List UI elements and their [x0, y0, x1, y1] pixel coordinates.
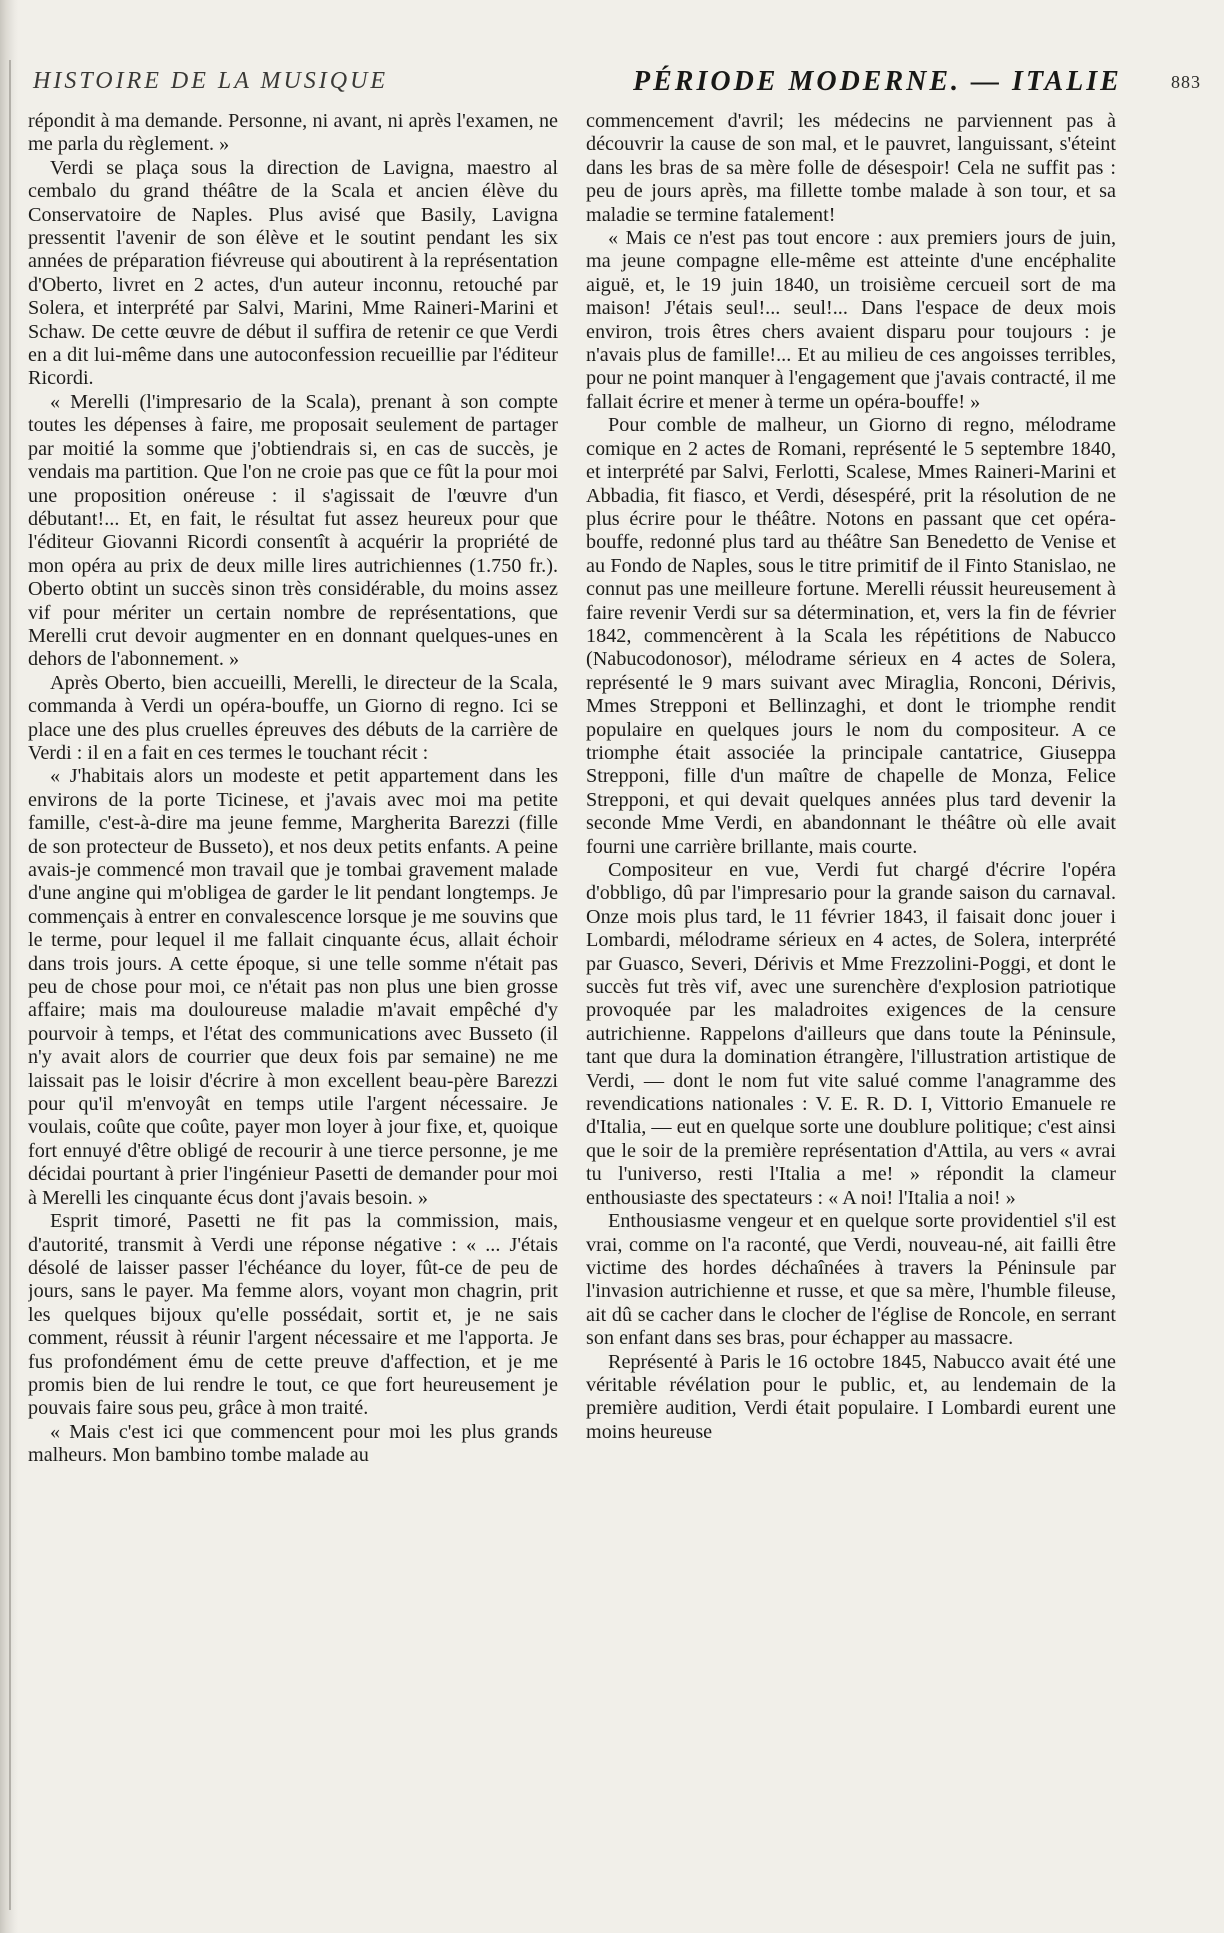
paragraph: répondit à ma demande. Personne, ni avant, ni après l'examen, ne me parla du règlement. »	[28, 110, 558, 156]
left-column	[28, 110, 558, 1900]
paragraph: Esprit timoré, Pasetti ne fit pas la commission, mais, d'autorité, transmit à Verdi une réponse négative : « ... J'étais désolé de laisser passer l'échéance du loyer, fût-ce de peu de jours, sans le payer. Ma femme alors, voyant mon chagrin, prit les quelques bijoux qu'elle possédait, sortit et, je ne sais comment, réussit à réunir l'argent nécessaire et me l'apporta. Je fus profondément ému de cette preuve d'affection, et je me promis bien de lui rendre le tout, ce que fort heureusement je pouvais faire sous peu, grâce à mon traité.	[28, 1210, 558, 1420]
paragraph: Compositeur en vue, Verdi fut chargé d'écrire l'opéra d'obbligo, dû par l'impresario pour la grande saison du carnaval. Onze mois plus tard, le 11 février 1843, il faisait donc jouer i Lombardi, mélodrame sérieux en 4 actes, de Solera, interprété par Guasco, Severi, Dérivis et Mme Frezzolini-Poggi, et dont le succès fut très vif, avec une surenchère d'explosion patriotique provoquée par les maladroites exigences de la censure autrichienne. Rappelons d'ailleurs que dans toute la Péninsule, tant que dura la domination étrangère, l'illustration artistique de Verdi, — dont le nom fut vite salué comme l'anagramme des revendications nationales : V. E. R. D. I, Vittorio Emanuele re d'Italia, — eut en quelque sorte une doublure politique; c'est ainsi que le soir de la première représentation d'Attila, au vers « avrai tu l'universo, resti l'Italia a me! » répondit la clameur enthousiaste des spectateurs : « A noi! l'Italia a noi! »	[586, 859, 1116, 1209]
paragraph: Après Oberto, bien accueilli, Merelli, le directeur de la Scala, commanda à Verdi un opéra-bouffe, un Giorno di regno. Ici se place une des plus cruelles épreuves des débuts de la carrière de Verdi : il en a fait en ces termes le touchant récit :	[28, 671, 558, 764]
header-left-title: HISTOIRE DE LA MUSIQUE	[33, 68, 389, 94]
paragraph: Verdi se plaça sous la direction de Lavigna, maestro al cembalo du grand théâtre de la Scala et ancien élève du Conservatoire de Naples. Plus avisé que Basily, Lavigna pressentit l'avenir de son élève et le soutint pendant les six années de préparation fiévreuse qui aboutirent à la représentation d'Oberto, livret en 2 actes, d'un auteur inconnu, retouché par Solera, et interprété par Salvi, Marini, Mme Raineri-Marini et Schaw. De cette œuvre de début il suffira de retenir ce que Verdi en a dit lui-même dans une autoconfession recueillie par l'éditeur Ricordi.	[28, 156, 558, 390]
running-header	[33, 62, 1201, 102]
paragraph: commencement d'avril; les médecins ne parviennent pas à découvrir la cause de son mal, et le pauvret, languissant, s'éteint dans les bras de sa mère folle de désespoir! Cela ne suffit pas : peu de jours après, ma fillette tombe malade à son tour, et sa maladie se termine fatalement!	[586, 110, 1116, 226]
paragraph: Représenté à Paris le 16 octobre 1845, Nabucco avait été une véritable révélation pour le public, et, au lendemain de la première audition, Verdi était populaire. I Lombardi eurent une moins heureuse	[586, 1350, 1116, 1443]
page-number: 883	[1171, 72, 1201, 92]
paragraph: Enthousiasme vengeur et en quelque sorte providentiel s'il est vrai, comme on l'a raconté, que Verdi, nouveau-né, ait failli être victime des hordes déchaînées à travers la Péninsule par l'invasion autrichienne et russe, et que sa mère, l'humble fileuse, ait dû se cacher dans le clocher de l'église de Roncole, en serrant son enfant dans ses bras, pour échapper au massacre.	[586, 1210, 1116, 1350]
binding-rule	[9, 60, 11, 1910]
paragraph: « Mais c'est ici que commencent pour moi les plus grands malheurs. Mon bambino tombe malade au	[28, 1420, 558, 1467]
paragraph: « Mais ce n'est pas tout encore : aux premiers jours de juin, ma jeune compagne elle-même est atteinte d'une encéphalite aiguë, et, le 19 juin 1840, un troisième cercueil sort de ma maison! J'étais seul!... seul!... Dans l'espace de deux mois environ, trois êtres chers avaient disparu pour toujours : je n'avais plus de famille!... Et au milieu de ces angoisses terribles, pour ne point manquer à l'engagement que j'avais contracté, il me fallait écrire et mener à terme un opéra-bouffe! »	[586, 227, 1116, 413]
paragraph: Pour comble de malheur, un Giorno di regno, mélodrame comique en 2 actes de Romani, représenté le 5 septembre 1840, et interprété par Salvi, Ferlotti, Scalese, Mmes Raineri-Marini et Abbadia, fit fiasco, et Verdi, désespéré, prit la résolution de ne plus écrire pour le théâtre. Notons en passant que cet opéra-bouffe, redonné plus tard au théâtre San Benedetto de Venise et au Fondo de Naples, sous le titre primitif de il Finto Stanislao, ne connut pas une meilleure fortune. Merelli réussit heureusement à faire revenir Verdi sur sa détermination, et, vers la fin de février 1842, commencèrent à la Scala les répétitions de Nabucco (Nabucodonosor), mélodrame sérieux en 4 actes de Solera, représenté le 9 mars suivant avec Miraglia, Ronconi, Dérivis, Mmes Strepponi et Bellinzaghi, et dont le triomphe rendit populaire en quelques jours le nom du compositeur. A ce triomphe était associée la principale cantatrice, Giuseppa Strepponi, fille d'un maître de chapelle de Monza, Felice Strepponi, et qui devait quelques années plus tard devenir la seconde Mme Verdi, en abandonnant le théâtre où elle avait fourni une carrière brillante, mais courte.	[586, 414, 1116, 858]
paragraph: « Merelli (l'impresario de la Scala), prenant à son compte toutes les dépenses à faire, me proposait seulement de partager par moitié la somme que j'obtiendrais si, en cas de succès, je vendais ma partition. Que l'on ne croie pas que ce fût la pour moi une proposition onéreuse : il s'agissait de l'œuvre d'un débutant!... Et, en fait, le résultat fut assez heureux pour que l'éditeur Giovanni Ricordi consentît à acquérir la propriété de mon opéra au prix de deux mille lires autrichiennes (1.750 fr.). Oberto obtint un succès sinon très considérable, du moins assez vif pour mériter un certain nombre de représentations, que Merelli crut devoir augmenter en en donnant quelques-unes en dehors de l'abonnement. »	[28, 390, 558, 671]
header-right-title: PÉRIODE MODERNE. — ITALIE	[633, 66, 1122, 97]
right-column	[586, 110, 1116, 1900]
paragraph: « J'habitais alors un modeste et petit appartement dans les environs de la porte Ticinese, et j'avais avec moi ma petite famille, c'est-à-dire ma jeune femme, Margherita Barezzi (fille de son protecteur de Busseto), et nos deux petits enfants. A peine avais-je commencé mon travail que je tombai gravement malade d'une angine qui m'obligea de garder le lit pendant longtemps. Je commençais à entrer en convalescence lorsque je me souvins que le terme, pour lequel il me fallait cinquante écus, allait échoir dans trois jours. A cette époque, si une telle somme n'était pas peu de chose pour moi, ce n'était pas non plus une bien grosse affaire; mais ma douloureuse maladie m'avait empêché d'y pourvoir à temps, et l'état des communications avec Busseto (il n'y avait alors de courrier que deux fois par semaine) ne me laissait pas le loisir d'écrire à mon excellent beau-père Barezzi pour qu'il m'envoyât en temps utile l'argent nécessaire. Je voulais, coûte que coûte, payer mon loyer à jour fixe, et, quoique fort ennuyé d'être obligé de recourir à une tierce personne, je me décidai pourtant à prier l'ingénieur Pasetti de demander pour moi à Merelli les cinquante écus dont j'avais besoin. »	[28, 765, 558, 1209]
